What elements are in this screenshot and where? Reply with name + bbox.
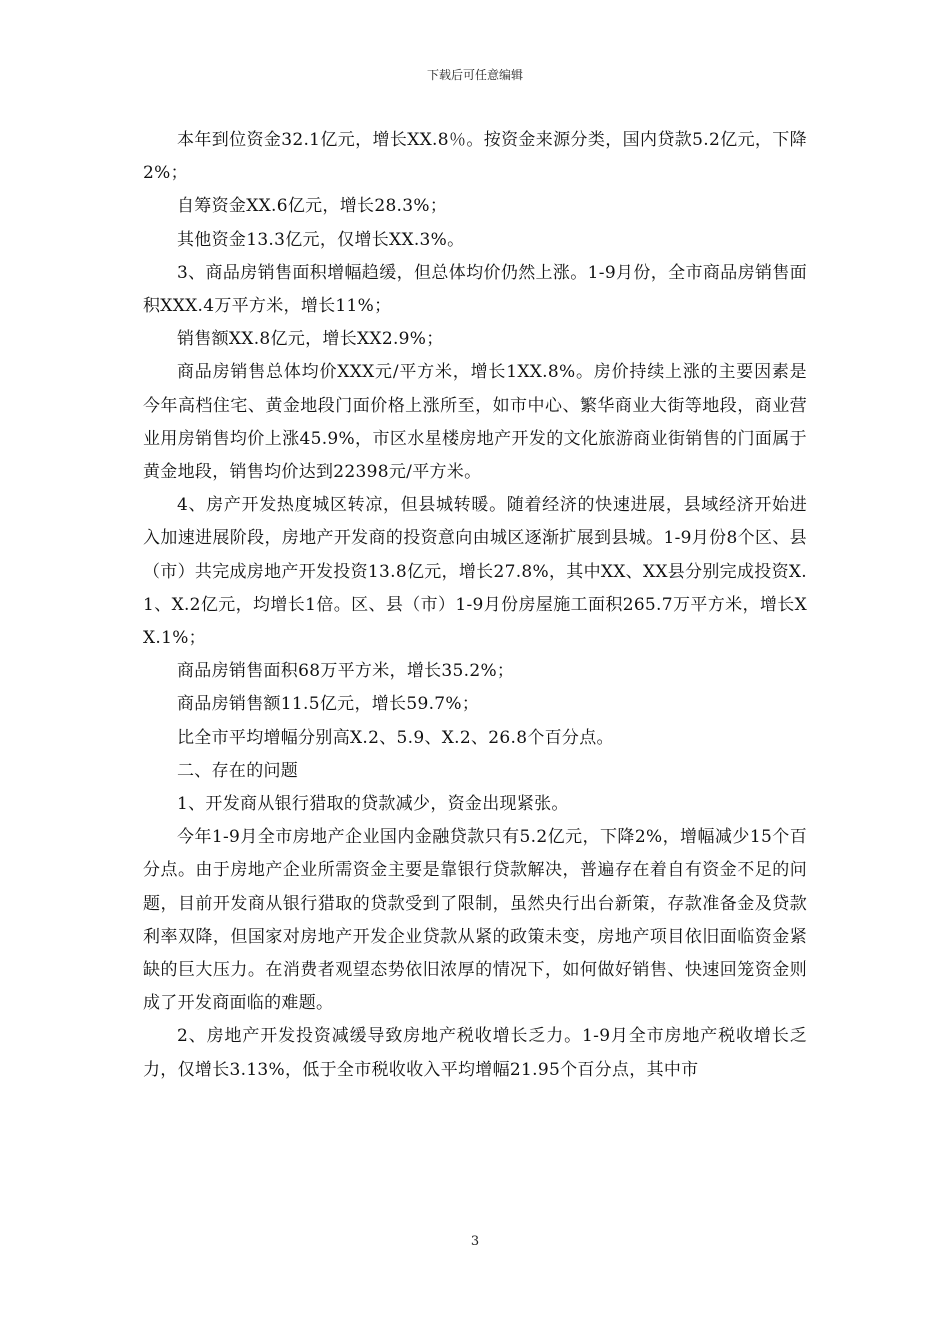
paragraph: 商品房销售额11.5亿元，增长59.7%； xyxy=(177,694,480,715)
paragraph: 商品房销售面积68万平方米，增长35.2%； xyxy=(177,661,515,682)
paragraph: 3、商品房销售面积增幅趋缓，但总体均价仍然上涨。1-9月份，全市商品房销售面积XXX.4万平方米，增长11%； xyxy=(143,262,807,317)
paragraph: 自筹资金XX.6亿元，增长28.3%； xyxy=(177,196,448,217)
paragraph: 本年到位资金32.1亿元，增长XX.8％。按资金来源分类，国内贷款5.2亿元，下降2%； xyxy=(143,130,807,184)
paragraph: 4、房产开发热度城区转凉，但县城转暖。随着经济的快速进展，县域经济开始进入加速进展阶段，房地产开发商的投资意向由城区逐渐扩展到县城。1-9月份8个区、县（市）共完成房地产开发投资13.8亿元，增长27.8%，其中XX、XX县分别完成投资X.1、X.2亿元，均增长1倍。区、县（市）1-9月份房屋施工面积265.7万平方米，增长XX.1%； xyxy=(143,495,807,649)
paragraph: 比全市平均增幅分别高X.2、5.9、X.2、26.8个百分点。 xyxy=(177,727,614,748)
paragraph: 销售额XX.8亿元，增长XX2.9%； xyxy=(177,329,444,350)
paragraph: 2、房地产开发投资减缓导致房地产税收增长乏力。1-9月全市房地产税收增长乏力，仅增长3.13%，低于全市税收收入平均增幅21.95个百分点，其中市 xyxy=(143,1026,807,1080)
paragraph: 今年1-9月全市房地产企业国内金融贷款只有5.2亿元，下降2%，增幅减少15个百分点。由于房地产企业所需资金主要是靠银行贷款解决，普遍存在着自有资金不足的问题，目前开发商从银行猎取的贷款受到了限制，虽然央行出台新策，存款准备金及贷款利率双降，但国家对房地产开发企业贷款从紧的政策未变，房地产项目依旧面临资金紧缺的巨大压力。在消费者观望态势依旧浓厚的情况下，如何做好销售、快速回笼资金则成了开发商面临的难题。 xyxy=(143,827,807,1014)
section-heading: 二、存在的问题 xyxy=(177,760,299,781)
page-number: 3 xyxy=(470,1234,480,1249)
page-header: 下载后可任意编辑 xyxy=(426,68,523,82)
paragraph: 其他资金13.3亿元，仅增长XX.3%。 xyxy=(177,229,465,250)
paragraph: 商品房销售总体均价XXX元/平方米，增长1XX.8%。房价持续上涨的主要因素是今年高档住宅、黄金地段门面价格上涨所至，如市中心、繁华商业大街等地段，商业营业用房销售均价上涨45.9%，市区水星楼房地产开发的文化旅游商业街销售的门面属于黄金地段，销售均价达到22398元/平方米。 xyxy=(143,362,807,483)
subsection-heading: 1、开发商从银行猎取的贷款减少，资金出现紧张。 xyxy=(177,794,569,815)
document-body xyxy=(143,124,807,1087)
